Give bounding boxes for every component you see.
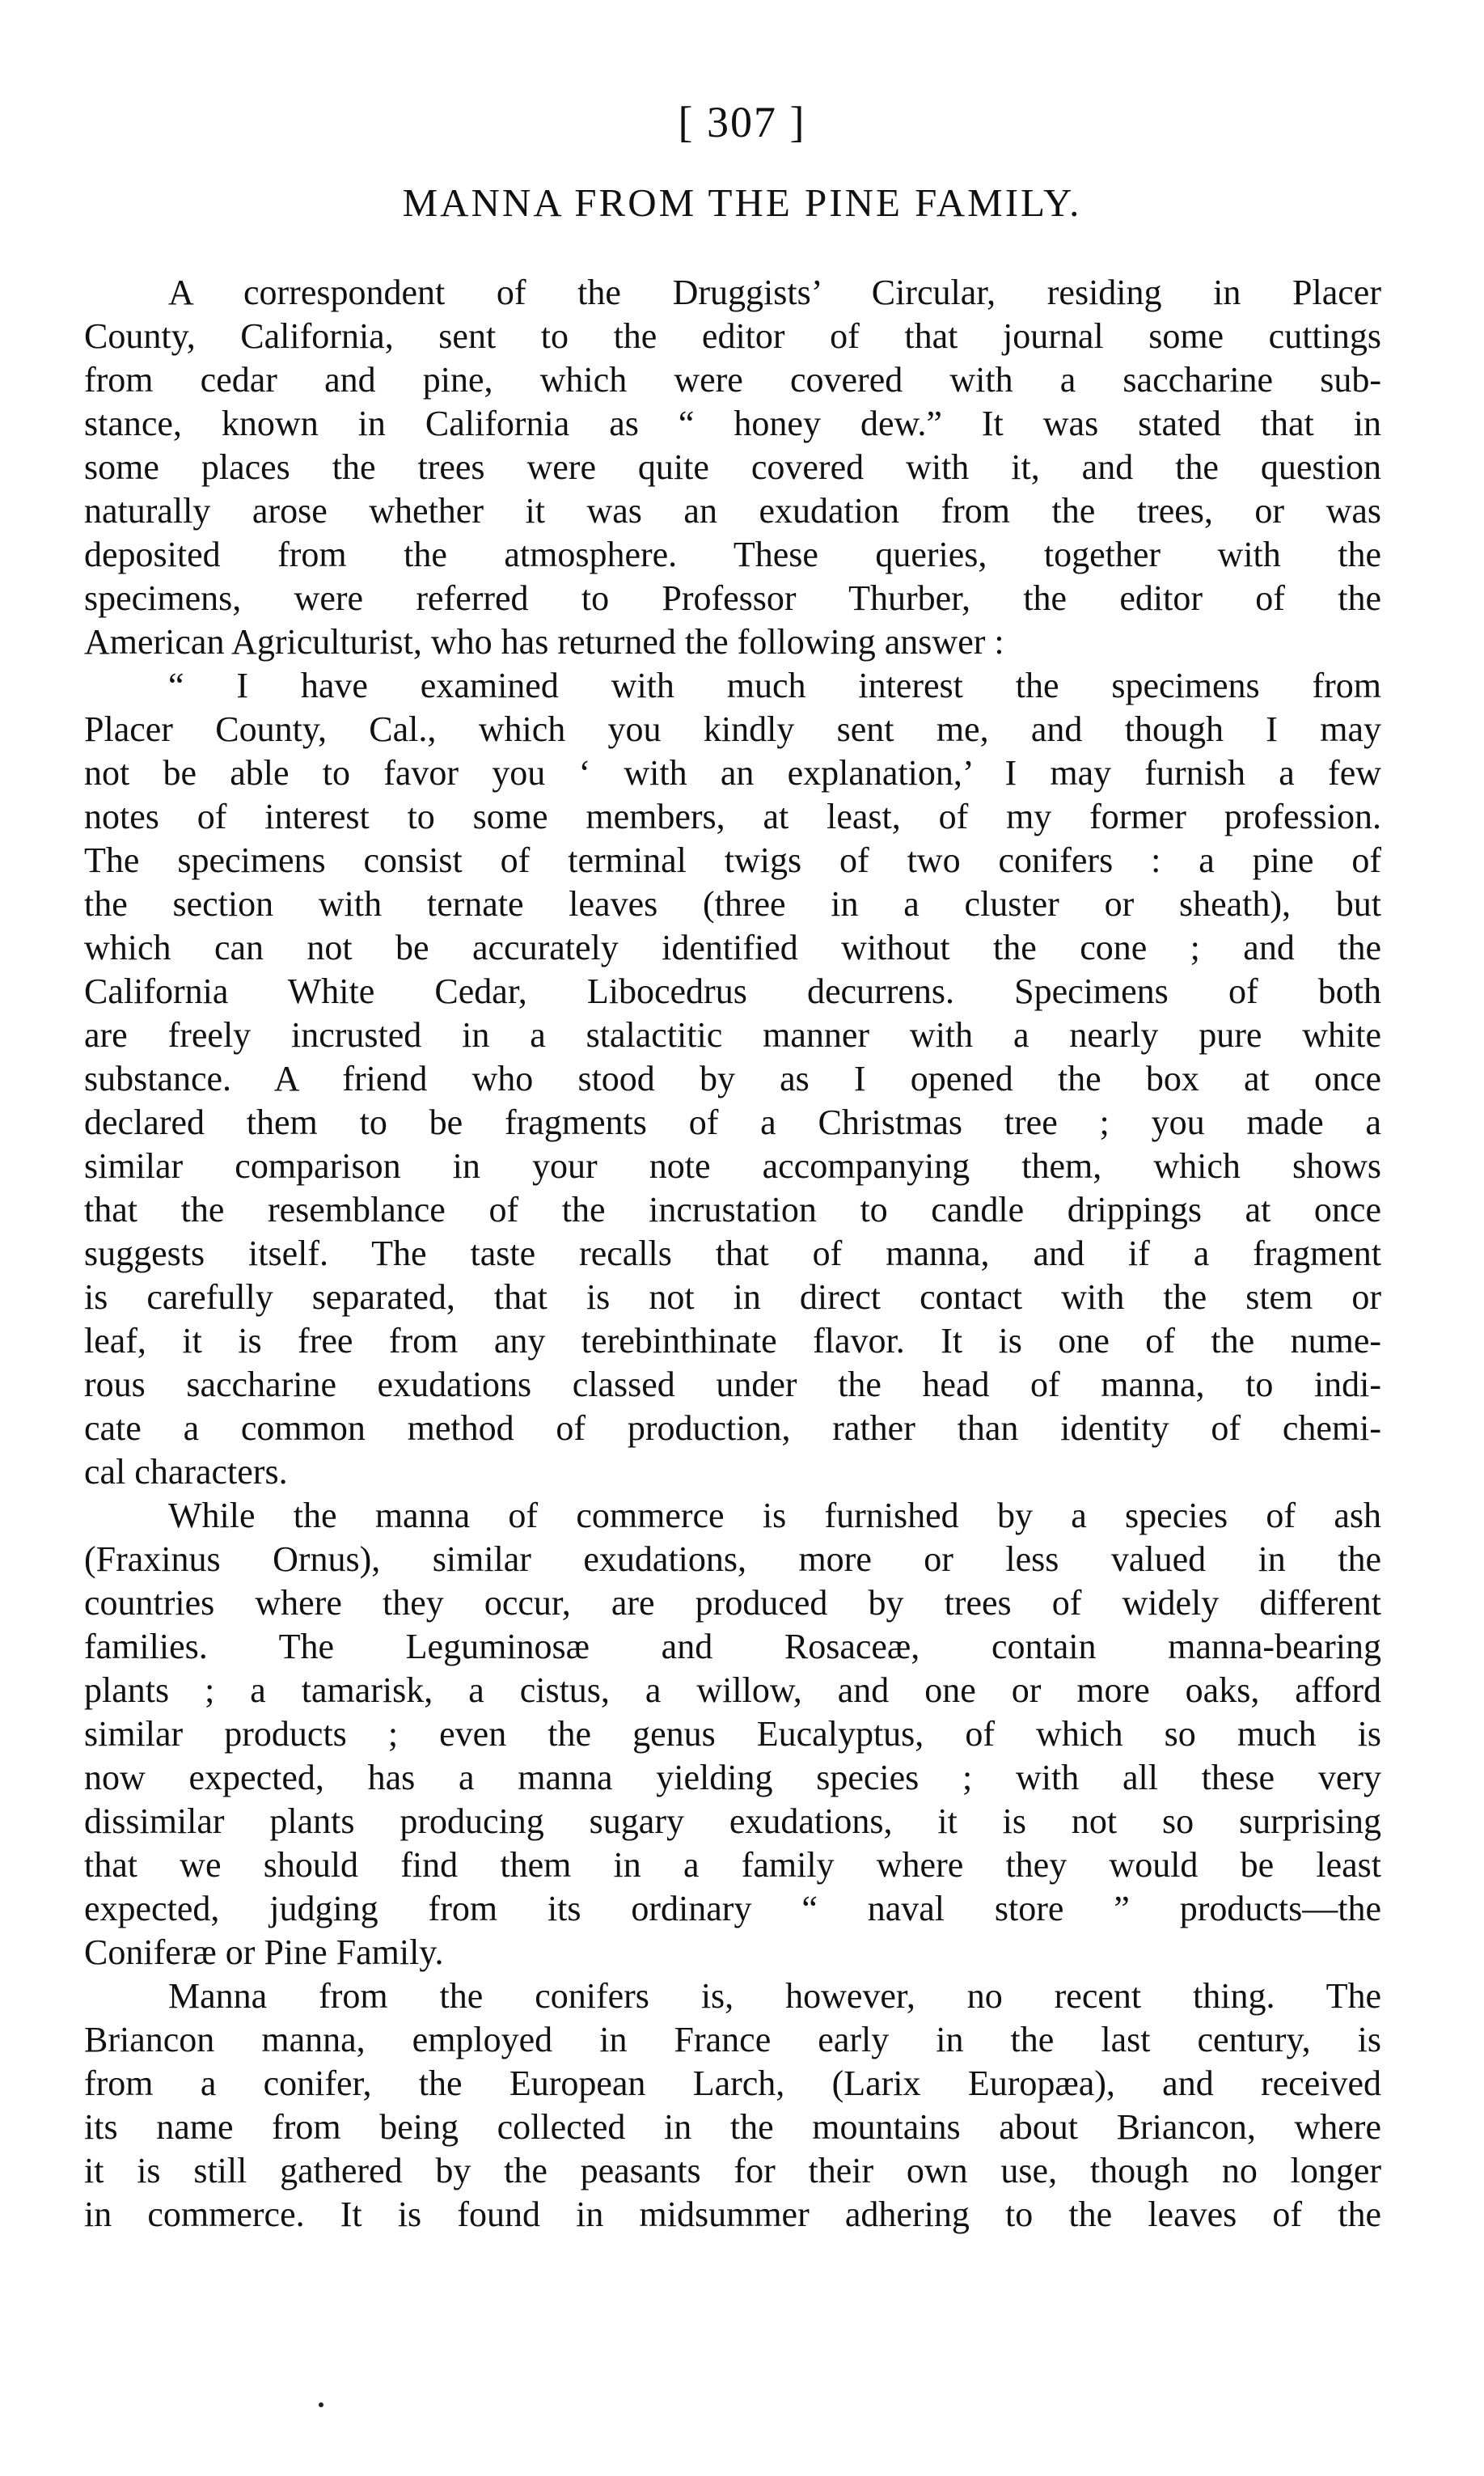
text-line: substance. A friend who stood by as I opened the box at once <box>84 1059 1381 1098</box>
text-line: similar comparison in your note accompanying them, which shows <box>84 1146 1381 1186</box>
text-line: some places the trees were quite covered with it, and the question <box>84 447 1381 487</box>
text-line: plants ; a tamarisk, a cistus, a willow, and one or more oaks, afford <box>84 1670 1381 1710</box>
text-line: A correspondent of the Druggists’ Circular, residing in Placer <box>168 273 1381 312</box>
text-line: is carefully separated, that is not in direct contact with the stem or <box>84 1277 1381 1317</box>
text-line: Coniferæ or Pine Family. <box>84 1932 444 1972</box>
text-line: notes of interest to some members, at least, of my former profession. <box>84 797 1381 836</box>
text-line: Manna from the conifers is, however, no recent thing. The <box>168 1976 1381 2016</box>
text-line: not be able to favor you ‘ with an explanation,’ I may furnish a few <box>84 753 1381 793</box>
text-line: California White Cedar, Libocedrus decurrens. Specimens of both <box>84 971 1381 1011</box>
text-line: Placer County, Cal., which you kindly sent me, and though I may <box>84 709 1381 749</box>
text-line: suggests itself. The taste recalls that of manna, and if a fragment <box>84 1234 1381 1273</box>
text-line: declared them to be fragments of a Christmas tree ; you made a <box>84 1103 1381 1142</box>
text-line: similar products ; even the genus Eucalyptus, of which so much is <box>84 1714 1381 1754</box>
text-line: countries where they occur, are produced by trees of widely different <box>84 1583 1381 1623</box>
text-line: it is still gathered by the peasants for their own use, though no longer <box>84 2151 1381 2190</box>
text-line: The specimens consist of terminal twigs of two conifers : a pine of <box>84 840 1381 880</box>
text-line: leaf, it is free from any terebinthinate flavor. It is one of the nume- <box>84 1321 1381 1361</box>
text-line: While the manna of commerce is furnished by a species of ash <box>168 1496 1381 1535</box>
text-line: families. The Leguminosæ and Rosaceæ, contain manna-bearing <box>84 1627 1381 1666</box>
article-title: MANNA FROM THE PINE FAMILY. <box>402 180 1082 225</box>
text-line: cal characters. <box>84 1452 288 1492</box>
text-line: in commerce. It is found in midsummer adhering to the leaves of the <box>84 2195 1381 2234</box>
text-line: Briancon manna, employed in France early in the last century, is <box>84 2020 1381 2059</box>
article-body <box>84 271 1381 2237</box>
text-line: naturally arose whether it was an exudation from the trees, or was <box>84 491 1381 531</box>
text-line: from cedar and pine, which were covered with a saccharine sub- <box>84 360 1381 400</box>
text-line: expected, judging from its ordinary “ naval store ” products—the <box>84 1889 1381 1928</box>
text-line: that the resemblance of the incrustation to candle drippings at once <box>84 1190 1381 1230</box>
text-line: specimens, were referred to Professor Thurber, the editor of the <box>84 578 1381 618</box>
text-line: are freely incrusted in a stalactitic manner with a nearly pure white <box>84 1015 1381 1055</box>
text-line: County, California, sent to the editor of that journal some cuttings <box>84 316 1381 356</box>
text-line: (Fraxinus Ornus), similar exudations, more or less valued in the <box>84 1539 1381 1579</box>
text-line: rous saccharine exudations classed under the head of manna, to indi- <box>84 1365 1381 1404</box>
ink-speck <box>319 2402 323 2407</box>
text-line: that we should find them in a family where they would be least <box>84 1845 1381 1885</box>
text-line: “ I have examined with much interest the specimens from <box>168 666 1381 705</box>
text-line: from a conifer, the European Larch, (Larix Europæa), and received <box>84 2063 1381 2103</box>
text-line: dissimilar plants producing sugary exudations, it is not so surprising <box>84 1801 1381 1841</box>
text-line: stance, known in California as “ honey dew.” It was stated that in <box>84 404 1381 443</box>
text-line: cate a common method of production, rather than identity of chemi- <box>84 1408 1381 1448</box>
text-line: its name from being collected in the mountains about Briancon, where <box>84 2107 1381 2147</box>
page-number: [ 307 ] <box>678 98 806 146</box>
text-line: which can not be accurately identified without the cone ; and the <box>84 928 1381 967</box>
text-line: deposited from the atmosphere. These queries, together with the <box>84 535 1381 574</box>
text-line: American Agriculturist, who has returned the following answer : <box>84 622 1004 662</box>
text-line: the section with ternate leaves (three in a cluster or sheath), but <box>84 884 1381 924</box>
text-line: now expected, has a manna yielding species ; with all these very <box>84 1758 1381 1797</box>
